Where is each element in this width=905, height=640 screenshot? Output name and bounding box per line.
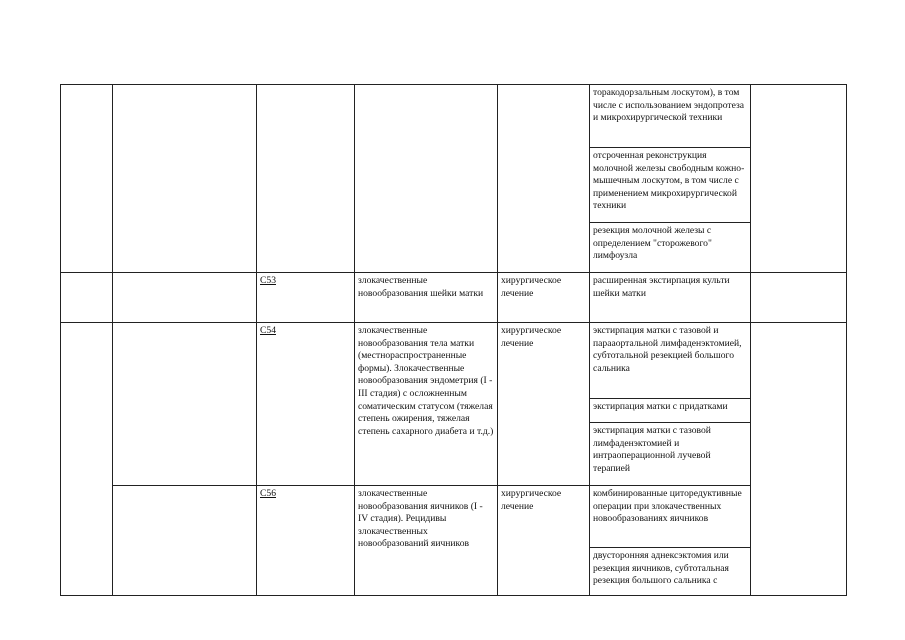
profile-cell [113, 323, 257, 486]
icd-code-cell [257, 323, 355, 486]
profile-cell [113, 273, 257, 323]
icd-code-cell [257, 85, 355, 273]
index-cell [61, 323, 113, 596]
medical-care-table [60, 84, 847, 596]
diagnosis-cell: злокачественные новообразования тела матки (местнораспространенные формы). Злокачественные новообразования эндометрия (I - III стадия) с осложненным соматическим статусом (тяжелая степень ожирения, тяжелая степень сахарного диабета и т.д.) [355, 323, 498, 486]
norm-cell [751, 323, 847, 596]
table-row [61, 85, 847, 148]
method-cell: экстирпация матки с тазовой и парааортальной лимфаденэктомией, субтотальной резекцией большого сальника [590, 323, 751, 399]
method-cell: торакодорзальным лоскутом), в том числе с использованием эндопротеза и микрохирургической техники [590, 85, 751, 148]
diagnosis-cell: злокачественные новообразования яичников (I - IV стадия). Рецидивы злокачественных новообразований яичников [355, 486, 498, 596]
profile-cell [113, 486, 257, 596]
method-cell: комбинированные циторедуктивные операции при злокачественных новообразованиях яичников [590, 486, 751, 548]
norm-cell [751, 85, 847, 273]
treatment-cell: хирургическое лечение [498, 323, 590, 486]
diagnosis-cell: злокачественные новообразования шейки матки [355, 273, 498, 323]
diagnosis-cell [355, 85, 498, 273]
table-row [61, 486, 847, 548]
treatment-cell: хирургическое лечение [498, 273, 590, 323]
norm-cell [751, 273, 847, 323]
icd-code-link[interactable]: С56 [260, 488, 276, 499]
table-row [61, 323, 847, 399]
treatment-cell [498, 85, 590, 273]
icd-code-cell [257, 273, 355, 323]
index-cell [61, 273, 113, 323]
method-cell: экстирпация матки с тазовой лимфаденэктомией и интраоперационной лучевой терапией [590, 423, 751, 486]
index-cell [61, 85, 113, 273]
method-cell: двусторонняя аднексэктомия или резекция яичников, субтотальная резекция большого сальника с [590, 548, 751, 596]
method-cell: резекция молочной железы с определением "сторожевого" лимфоузла [590, 223, 751, 273]
method-cell: экстирпация матки с придатками [590, 399, 751, 423]
profile-cell [113, 85, 257, 273]
table-row [61, 273, 847, 323]
icd-code-cell [257, 486, 355, 596]
method-cell: расширенная экстирпация культи шейки матки [590, 273, 751, 323]
icd-code-link[interactable]: С53 [260, 275, 276, 286]
method-cell: отсроченная реконструкция молочной железы свободным кожно-мышечным лоскутом, в том числе с применением микрохирургической техники [590, 148, 751, 223]
icd-code-link[interactable]: С54 [260, 325, 276, 336]
treatment-cell: хирургическое лечение [498, 486, 590, 596]
